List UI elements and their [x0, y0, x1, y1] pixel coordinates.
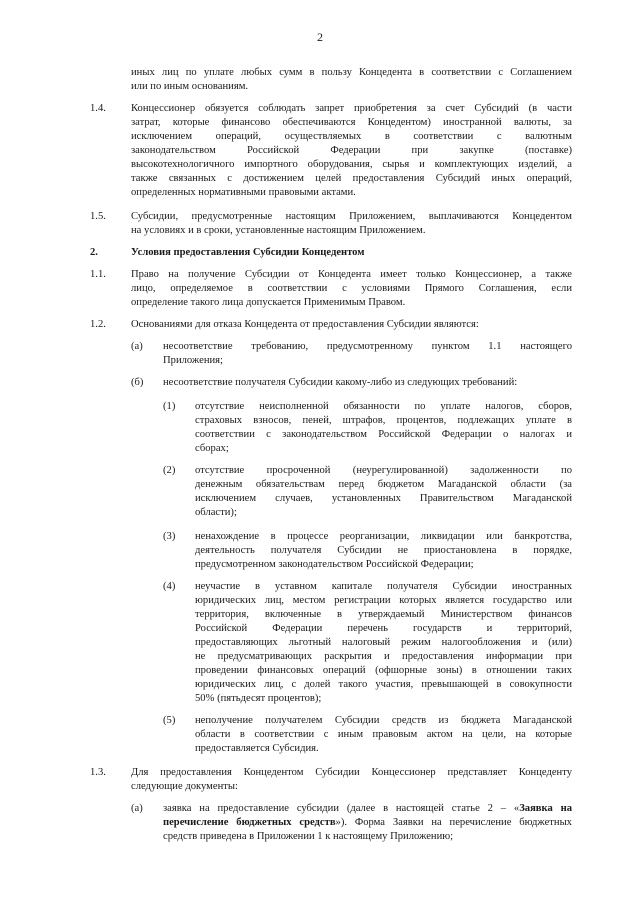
- clause-1-4-line-6: также связанных с достижением целей предоставления Субсидий иных операций,: [131, 173, 572, 184]
- item-a2-text-2: »). Форма Заявки на перечисление бюджетных: [335, 817, 572, 828]
- item-a-line-2: Приложения;: [163, 355, 223, 366]
- section-number-2: 2.: [90, 247, 98, 258]
- clause-1-4-line-3: исключением операций, осуществляемых в соответствии с валютным: [131, 131, 572, 142]
- sub-1-line-3: соответствии с законодательством Российской Федерации о налогах и: [195, 429, 572, 440]
- page-number: 2: [317, 30, 323, 44]
- sub-5-line-2: области в соответствии с иным правовым актом на цели, на которые: [195, 729, 572, 740]
- sub-5-line-3: предоставляется Субсидия.: [195, 743, 319, 754]
- item-a2-text: заявка на предоставление субсидии (далее в настоящей статье 2 – «: [163, 803, 520, 814]
- sub-3-line-2: деятельность получателя Субсидии не приостановлена в порядке,: [195, 545, 572, 556]
- sub-1-line-2: страховых взносов, пеней, штрафов, процентов, подлежащих уплате в: [195, 415, 572, 426]
- item-a-label: (а): [131, 341, 143, 352]
- item-b-label: (б): [131, 377, 144, 388]
- clause-2-1-line-1: Право на получение Субсидии от Концедента имеет только Концессионер, а также: [131, 269, 572, 280]
- clause-1-4-line-5: высокотехнологичного импортного оборудования, сырья и комплектующих изделий, а: [131, 159, 572, 170]
- sub-2-line-3: исключением случаев, установленных Правительством Магаданской: [195, 493, 572, 504]
- clause-1-5-line-1: Субсидии, предусмотренные настоящим Приложением, выплачиваются Концедентом: [131, 211, 572, 222]
- item-b-line-1: несоответствие получателя Субсидии какому-либо из следующих требований:: [163, 377, 518, 388]
- clause-2-3-line-2: следующие документы:: [131, 781, 238, 792]
- sub-4-label: (4): [163, 581, 176, 592]
- clause-number-1-4: 1.4.: [90, 103, 106, 114]
- sub-2-line-4: области);: [195, 507, 237, 518]
- sub-4-line-4: Российской Федерации перечень государств и территорий,: [195, 623, 572, 634]
- clause-2-1-line-2: лицо, определяемое в соответствии с условиями Прямого Соглашения, если: [131, 283, 572, 294]
- sub-1-line-4: сборах;: [195, 443, 229, 454]
- clause-2-1-line-3: определение такого лица допускается Применимым Правом.: [131, 297, 406, 308]
- sub-4-line-3: территория, включенные в утверждаемый Министерством финансов: [195, 609, 572, 620]
- item-a2-bold-2: перечисление бюджетных средств: [163, 817, 336, 828]
- intro-line-1: иных лиц по уплате любых сумм в пользу Концедента в соответствии с Соглашением: [131, 67, 572, 78]
- clause-number-2-2: 1.2.: [90, 319, 106, 330]
- clause-2-3-line-1: Для предоставления Концедентом Субсидии Концессионер представляет Концеденту: [131, 767, 572, 778]
- sub-4-line-9: 50% (пятьдесят процентов);: [195, 693, 322, 704]
- clause-1-4-line-7: определенных нормативными правовыми актами.: [131, 187, 356, 198]
- item-a2-bold-1: Заявка на: [519, 803, 572, 814]
- clause-1-4-line-1: Концессионер обязуется соблюдать запрет приобретения за счет Субсидий (в части: [131, 103, 572, 114]
- sub-1-line-1: отсутствие неисполненной обязанности по уплате налогов, сборов,: [195, 401, 572, 412]
- sub-4-line-7: проведении финансовых операций (офшорные зоны) в отношении таких: [195, 665, 572, 676]
- sub-4-line-1: неучастие в уставном капитале получателя Субсидии иностранных: [195, 581, 572, 592]
- intro-line-2: или по иным основаниям.: [131, 81, 249, 92]
- item-a2-line-1: [163, 802, 572, 815]
- clause-number-2-3: 1.3.: [90, 767, 106, 778]
- item-a2-line-3: средств приведена в Приложении 1 к настоящему Приложению;: [163, 831, 454, 842]
- sub-2-line-2: денежным обязательствам перед бюджетом Магаданской области (за: [195, 479, 572, 490]
- clause-1-4-line-4: законодательством Российской Федерации при закупке (поставке): [131, 145, 572, 156]
- item-a2-line-2: [163, 816, 572, 829]
- sub-3-line-1: ненахождение в процессе реорганизации, ликвидации или банкротства,: [195, 531, 572, 542]
- clause-number-2-1: 1.1.: [90, 269, 106, 280]
- sub-2-line-1: отсутствие просроченной (неурегулированной) задолженности по: [195, 465, 572, 476]
- item-a2-label: (а): [131, 803, 143, 814]
- sub-4-line-2: юридических лиц, местом регистрации которых является государство или: [195, 595, 572, 606]
- sub-2-label: (2): [163, 465, 176, 476]
- sub-4-line-6: не предусматривающих раскрытия и предоставления информации при: [195, 651, 572, 662]
- section-2-title: Условия предоставления Субсидии Концедентом: [131, 247, 365, 258]
- item-a-line-1: несоответствие требованию, предусмотренному пунктом 1.1 настоящего: [163, 341, 572, 352]
- sub-3-line-3: предусмотренном законодательством Российской Федерации;: [195, 559, 474, 570]
- clause-1-4-line-2: затрат, которые финансово обеспечиваются Концедентом) иностранной валюты, за: [131, 117, 572, 128]
- sub-4-line-5: предоставляющих льготный налоговый режим налогообложения и (или): [195, 637, 572, 648]
- sub-5-line-1: неполучение получателем Субсидии средств из бюджета Магаданской: [195, 715, 572, 726]
- clause-number-1-5: 1.5.: [90, 211, 106, 222]
- clause-1-5-line-2: на условиях и в сроки, установленные настоящим Приложением.: [131, 225, 426, 236]
- clause-2-2-line-1: Основаниями для отказа Концедента от предоставления Субсидии являются:: [131, 319, 479, 330]
- sub-3-label: (3): [163, 531, 176, 542]
- sub-4-line-8: юридических лиц, с долей такого участия, превышающей в совокупности: [195, 679, 572, 690]
- sub-5-label: (5): [163, 715, 176, 726]
- sub-1-label: (1): [163, 401, 176, 412]
